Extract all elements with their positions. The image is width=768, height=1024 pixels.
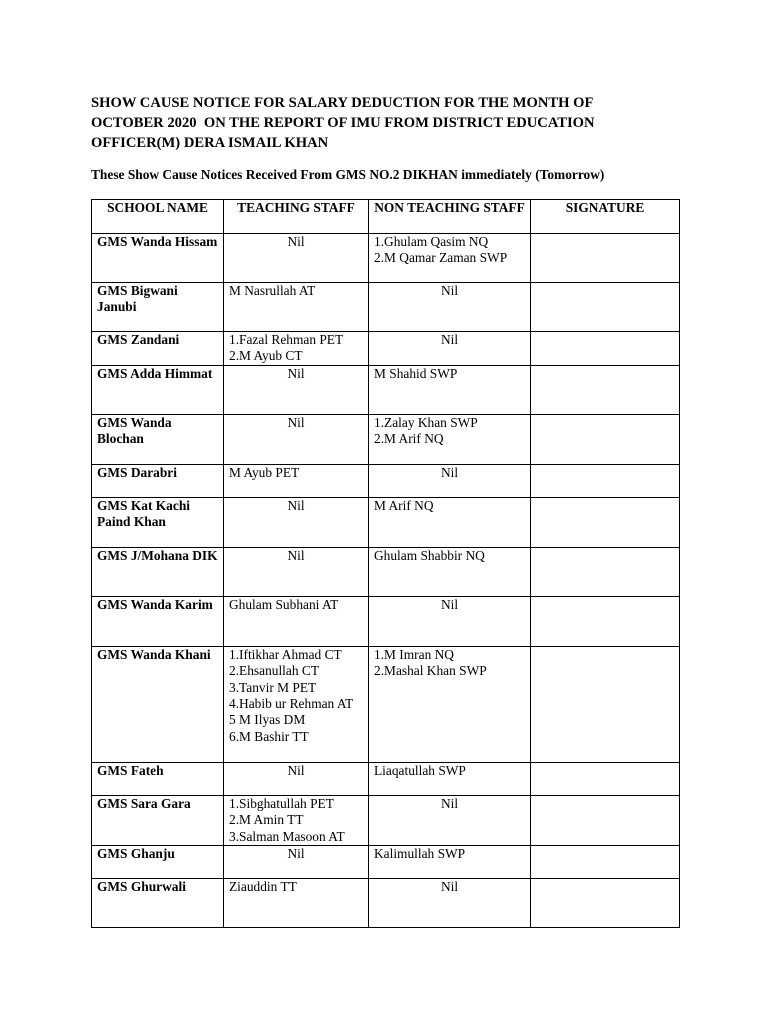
staff-entry: M Arif NQ (374, 497, 434, 513)
staff-entry: M Nasrullah AT (229, 283, 316, 298)
staff-entry: 2.Ehsanullah CT (229, 663, 320, 679)
table-body (92, 234, 680, 928)
table-row (92, 846, 680, 879)
school-name-cell: GMS Kat Kachi Paind Khan (92, 497, 224, 547)
teaching-staff-cell (224, 762, 369, 795)
table-row (92, 234, 680, 283)
table-header-row (92, 200, 680, 234)
signature-cell[interactable] (531, 414, 680, 464)
table-row (92, 596, 680, 646)
table-row (92, 646, 680, 762)
signature-cell[interactable] (531, 547, 680, 596)
staff-entry: Nil (287, 762, 305, 778)
signature-cell[interactable] (531, 646, 680, 762)
non-teaching-staff-cell (369, 846, 531, 879)
notice-title-line: SHOW CAUSE NOTICE FOR SALARY DEDUCTION FOR THE MONTH OF (91, 95, 594, 111)
table-row (92, 795, 680, 845)
school-name-cell: GMS Fateh (92, 762, 224, 795)
staff-entry: Ziauddin TT (229, 879, 297, 895)
staff-entry: Nil (287, 846, 305, 862)
table-row (92, 283, 680, 332)
signature-cell[interactable] (531, 332, 680, 366)
table-row (92, 497, 680, 547)
teaching-staff-cell (224, 414, 369, 464)
teaching-staff-cell (224, 332, 369, 366)
non-teaching-staff-cell (369, 464, 531, 497)
school-name-cell: GMS Bigwani Janubi (92, 283, 224, 332)
staff-entry: 1.Ghulam Qasim NQ (374, 234, 489, 249)
school-name-cell: GMS Wanda Hissam (92, 234, 224, 283)
teaching-staff-cell (224, 547, 369, 596)
non-teaching-staff-cell (369, 332, 531, 366)
header-teaching-staff: TEACHING STAFF (224, 200, 369, 234)
staff-entry: Nil (440, 879, 459, 895)
signature-cell[interactable] (531, 879, 680, 928)
header-signature: SIGNATURE (531, 200, 680, 234)
teaching-staff-cell (224, 596, 369, 646)
signature-cell[interactable] (531, 497, 680, 547)
non-teaching-staff-cell (369, 762, 531, 795)
staff-entry: Nil (440, 795, 459, 811)
staff-entry: 3.Salman Masoon AT (229, 828, 345, 844)
staff-entry: Nil (440, 332, 459, 347)
non-teaching-staff-cell (369, 646, 531, 762)
staff-entry: 1.Fazal Rehman PET (229, 332, 344, 347)
staff-entry: Nil (440, 283, 459, 298)
teaching-staff-cell (224, 497, 369, 547)
table-row (92, 464, 680, 497)
staff-entry: 2.M Arif NQ (374, 431, 444, 447)
non-teaching-staff-cell (369, 795, 531, 845)
table-row (92, 414, 680, 464)
staff-entry: 6.M Bashir TT (229, 728, 309, 744)
non-teaching-staff-cell (369, 497, 531, 547)
signature-cell[interactable] (531, 596, 680, 646)
school-name-cell: GMS Ghurwali (92, 879, 224, 928)
non-teaching-staff-cell (369, 365, 531, 414)
header-school-name: SCHOOL NAME (92, 200, 224, 234)
staff-entry: Nil (440, 464, 459, 480)
teaching-staff-cell (224, 795, 369, 845)
signature-cell[interactable] (531, 762, 680, 795)
school-name-cell: GMS Darabri (92, 464, 224, 497)
staff-entry: Ghulam Shabbir NQ (374, 547, 485, 563)
staff-entry: 1.Sibghatullah PET (229, 795, 334, 811)
staff-entry: 1.M Imran NQ (374, 646, 454, 662)
staff-entry: Nil (287, 497, 305, 513)
teaching-staff-cell (224, 283, 369, 332)
table-row (92, 547, 680, 596)
non-teaching-staff-cell (369, 234, 531, 283)
teaching-staff-cell (224, 879, 369, 928)
staff-entry: M Shahid SWP (374, 365, 458, 381)
staff-entry: 2.Mashal Khan SWP (374, 663, 487, 679)
staff-table (91, 199, 680, 928)
signature-cell[interactable] (531, 234, 680, 283)
staff-entry: 2.M Amin TT (229, 812, 304, 828)
staff-entry: Nil (440, 596, 459, 612)
school-name-cell: GMS Adda Himmat (92, 365, 224, 414)
teaching-staff-cell (224, 646, 369, 762)
staff-entry: Nil (287, 234, 305, 249)
notice-title (91, 93, 691, 153)
notice-title-line: OFFICER(M) DERA ISMAIL KHAN (91, 135, 329, 151)
staff-entry: Ghulam Subhani AT (229, 596, 339, 612)
staff-entry: Nil (287, 365, 305, 381)
staff-entry: 1.Iftikhar Ahmad CT (229, 646, 342, 662)
table-row (92, 879, 680, 928)
staff-entry: 2.M Ayub CT (229, 348, 303, 364)
staff-entry: 1.Zalay Khan SWP (374, 414, 478, 430)
school-name-cell: GMS Wanda Blochan (92, 414, 224, 464)
non-teaching-staff-cell (369, 596, 531, 646)
school-name-cell: GMS Wanda Khani (92, 646, 224, 762)
non-teaching-staff-cell (369, 283, 531, 332)
signature-cell[interactable] (531, 365, 680, 414)
staff-entry: 2.M Qamar Zaman SWP (374, 250, 508, 266)
staff-entry: Liaqatullah SWP (374, 762, 466, 778)
school-name-cell: GMS J/Mohana DIK (92, 547, 224, 596)
school-name-cell: GMS Zandani (92, 332, 224, 366)
non-teaching-staff-cell (369, 414, 531, 464)
signature-cell[interactable] (531, 283, 680, 332)
signature-cell[interactable] (531, 846, 680, 879)
staff-entry: 4.Habib ur Rehman AT (229, 696, 354, 712)
teaching-staff-cell (224, 365, 369, 414)
notice-subtitle: These Show Cause Notices Received From GMS NO.2 DIKHAN immediately (Tomorrow) (91, 167, 605, 182)
school-name-cell: GMS Sara Gara (92, 795, 224, 845)
staff-entry: Nil (287, 547, 305, 563)
header-non-teaching-staff: NON TEACHING STAFF (369, 200, 531, 234)
signature-cell[interactable] (531, 464, 680, 497)
signature-cell[interactable] (531, 795, 680, 845)
table-row (92, 332, 680, 366)
teaching-staff-cell (224, 846, 369, 879)
non-teaching-staff-cell (369, 879, 531, 928)
staff-entry: Kalimullah SWP (374, 846, 466, 862)
staff-entry: 3.Tanvir M PET (229, 679, 317, 695)
staff-entry: Nil (287, 414, 305, 430)
teaching-staff-cell (224, 464, 369, 497)
table-row (92, 762, 680, 795)
non-teaching-staff-cell (369, 547, 531, 596)
staff-entry: 5 M Ilyas DM (229, 712, 306, 728)
staff-entry: M Ayub PET (229, 464, 300, 480)
school-name-cell: GMS Ghanju (92, 846, 224, 879)
table-row (92, 365, 680, 414)
school-name-cell: GMS Wanda Karim (92, 596, 224, 646)
teaching-staff-cell (224, 234, 369, 283)
notice-title-line: OCTOBER 2020 ON THE REPORT OF IMU FROM DISTRICT EDUCATION (91, 115, 595, 131)
